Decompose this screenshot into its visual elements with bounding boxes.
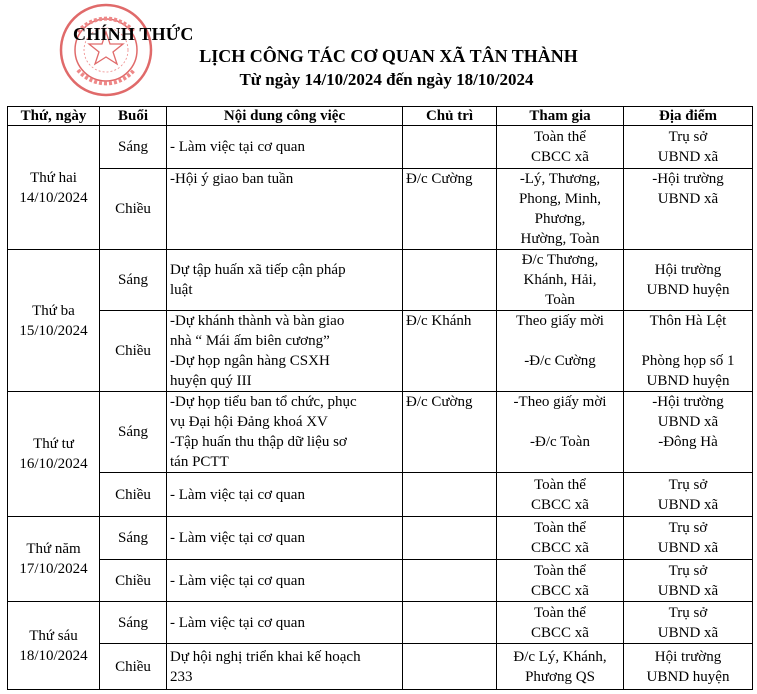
column-header: Thứ, ngày — [8, 107, 100, 126]
content-cell — [167, 517, 403, 560]
table-row — [8, 126, 753, 169]
cell-line: - Làm việc tại cơ quan — [170, 530, 305, 546]
cell-line: 233 — [170, 668, 193, 685]
location-cell — [624, 560, 753, 602]
cell-line: Toàn thể — [534, 604, 586, 621]
day-date: 15/10/2024 — [19, 322, 88, 339]
day-date: 18/10/2024 — [19, 647, 88, 664]
table-row — [8, 392, 753, 473]
location-cell — [624, 517, 753, 560]
chair-cell — [403, 250, 497, 311]
content-cell — [167, 644, 403, 690]
cell-line: Khánh, Hải, — [523, 272, 597, 288]
cell-line: - Làm việc tại cơ quan — [170, 572, 305, 589]
cell-line: - Làm việc tại cơ quan — [170, 486, 305, 503]
cell-line: -Tập huấn thu thập dữ liệu sơ — [170, 434, 347, 450]
participants-cell — [497, 169, 624, 250]
day-name: Thứ tư — [33, 436, 74, 452]
column-header: Tham gia — [497, 107, 624, 126]
content-cell — [167, 392, 403, 473]
cell-line — [500, 371, 620, 391]
cell-line: Phương, — [534, 211, 586, 227]
cell-line: Hường, Toàn — [520, 231, 600, 247]
session-cell: Sáng — [100, 392, 167, 473]
location-cell — [624, 644, 753, 690]
official-stamp-label: CHÍNH THỨC — [73, 24, 194, 44]
cell-line: CBCC xã — [531, 582, 589, 599]
cell-line: Trụ sở — [668, 476, 708, 493]
cell-line: Trụ sở — [668, 562, 708, 579]
content-cell — [167, 250, 403, 311]
participants-cell — [497, 250, 624, 311]
cell-line — [500, 331, 620, 351]
cell-line: UBND xã — [657, 582, 719, 599]
table-row — [8, 602, 753, 644]
table-row — [8, 517, 753, 560]
table-header-row — [8, 107, 753, 126]
day-cell — [8, 126, 100, 250]
schedule-table — [7, 106, 753, 690]
participants-cell — [497, 560, 624, 602]
cell-line: UBND xã — [657, 624, 719, 641]
content-cell — [167, 602, 403, 644]
cell-line: -Dự khánh thành và bàn giao — [170, 313, 345, 329]
participants-cell — [497, 602, 624, 644]
cell-line: Trụ sở — [668, 129, 708, 145]
cell-line — [627, 331, 749, 351]
cell-line: Phòng họp số 1 — [641, 353, 735, 369]
day-date: 17/10/2024 — [19, 561, 88, 577]
cell-line: Dự tập huấn xã tiếp cận pháp — [170, 262, 346, 278]
cell-line: Toàn — [545, 292, 575, 308]
cell-line: -Theo giấy mời — [513, 394, 607, 410]
day-cell — [8, 602, 100, 690]
session-cell: Chiều — [100, 560, 167, 602]
cell-line: CBCC xã — [531, 540, 589, 556]
column-header: Nội dung công việc — [167, 107, 403, 126]
cell-line: CBCC xã — [531, 624, 589, 641]
session-cell: Chiều — [100, 644, 167, 690]
cell-line: Hội trường — [654, 262, 722, 278]
cell-line: -Hội trường — [652, 171, 724, 187]
table-row — [8, 250, 753, 311]
column-header: Buổi — [100, 107, 167, 126]
location-cell — [624, 250, 753, 311]
location-cell — [624, 602, 753, 644]
location-cell — [624, 169, 753, 250]
cell-line: UBND huyện — [646, 373, 730, 389]
chair-cell: Đ/c Cường — [403, 392, 497, 473]
cell-line: - Làm việc tại cơ quan — [170, 139, 305, 155]
cell-line: Trụ sở — [668, 520, 708, 536]
location-cell — [624, 126, 753, 169]
table-row — [8, 311, 753, 392]
participants-cell — [497, 392, 624, 473]
session-cell: Sáng — [100, 126, 167, 169]
cell-line: Theo giấy mời — [516, 313, 604, 329]
cell-line: UBND xã — [657, 149, 719, 165]
day-date: 14/10/2024 — [19, 189, 88, 206]
chair-cell: Đ/c Khánh — [403, 311, 497, 392]
cell-line: CBCC xã — [531, 496, 589, 513]
chair-cell — [403, 644, 497, 690]
day-name: Thứ năm — [26, 541, 81, 557]
location-cell — [624, 473, 753, 517]
content-cell — [167, 560, 403, 602]
cell-line: nhà “ Mái ấm biên cương” — [170, 333, 330, 349]
table-row — [8, 473, 753, 517]
cell-line: -Đ/c Cường — [524, 353, 596, 369]
chair-cell — [403, 602, 497, 644]
table-row — [8, 169, 753, 250]
cell-line: UBND xã — [657, 414, 719, 430]
cell-line — [500, 412, 620, 432]
day-name: Thứ hai — [30, 169, 77, 186]
cell-line: CBCC xã — [531, 149, 589, 165]
cell-line: - Làm việc tại cơ quan — [170, 614, 305, 631]
chair-cell — [403, 126, 497, 169]
location-cell — [624, 311, 753, 392]
cell-line: UBND xã — [657, 540, 719, 556]
content-cell — [167, 473, 403, 517]
cell-line: Hội trường — [654, 648, 722, 665]
table-row — [8, 644, 753, 690]
cell-line: -Hội ý giao ban tuần — [170, 171, 294, 187]
day-cell — [8, 517, 100, 602]
chair-cell — [403, 560, 497, 602]
session-cell: Sáng — [100, 250, 167, 311]
cell-line: Toàn thể — [534, 129, 586, 145]
participants-cell — [497, 126, 624, 169]
cell-line: Toàn thể — [534, 476, 586, 493]
cell-line: -Hội trường — [652, 394, 724, 410]
cell-line: -Lý, Thương, — [519, 171, 601, 187]
cell-line: UBND huyện — [646, 282, 730, 298]
cell-line: luật — [170, 282, 193, 298]
session-cell: Chiều — [100, 169, 167, 250]
cell-line: -Dự họp tiểu ban tổ chức, phục — [170, 394, 357, 410]
session-cell: Chiều — [100, 311, 167, 392]
chair-cell — [403, 517, 497, 560]
cell-line: vụ Đại hội Đảng khoá XV — [170, 414, 328, 430]
cell-line: Toàn thể — [534, 520, 586, 536]
cell-line: huyện quý III — [170, 373, 252, 389]
session-cell: Sáng — [100, 517, 167, 560]
chair-cell — [403, 473, 497, 517]
column-header: Chủ trì — [403, 107, 497, 126]
content-cell — [167, 311, 403, 392]
cell-line: UBND xã — [657, 496, 719, 513]
content-cell — [167, 169, 403, 250]
column-header: Địa điểm — [624, 107, 753, 126]
cell-line: UBND huyện — [646, 668, 730, 685]
page-title: LỊCH CÔNG TÁC CƠ QUAN XÃ TÂN THÀNH — [199, 46, 578, 66]
cell-line: -Đ/c Toàn — [530, 434, 590, 450]
participants-cell — [497, 473, 624, 517]
session-cell: Sáng — [100, 602, 167, 644]
cell-line: Thôn Hà Lệt — [649, 313, 727, 329]
participants-cell — [497, 644, 624, 690]
session-cell: Chiều — [100, 473, 167, 517]
participants-cell — [497, 517, 624, 560]
day-cell — [8, 392, 100, 517]
date-range: Từ ngày 14/10/2024 đến ngày 18/10/2024 — [239, 70, 534, 89]
cell-line: Đ/c Thương, — [521, 252, 599, 268]
cell-line: -Dự họp ngân hàng CSXH — [170, 353, 330, 369]
cell-line: tán PCTT — [170, 454, 229, 470]
cell-line: UBND xã — [657, 191, 719, 207]
participants-cell — [497, 311, 624, 392]
cell-line: Đ/c Lý, Khánh, — [513, 648, 607, 665]
chair-cell: Đ/c Cường — [403, 169, 497, 250]
day-name: Thứ ba — [32, 302, 75, 319]
cell-line: Dự hội nghị triển khai kế hoạch — [170, 648, 361, 665]
cell-line: -Đông Hà — [658, 434, 718, 450]
day-name: Thứ sáu — [29, 627, 78, 644]
cell-line: Toàn thể — [534, 562, 586, 579]
content-cell — [167, 126, 403, 169]
cell-line: Phương QS — [525, 668, 595, 685]
table-row — [8, 560, 753, 602]
location-cell — [624, 392, 753, 473]
day-cell — [8, 250, 100, 392]
cell-line: Phong, Minh, — [518, 191, 602, 207]
cell-line: Trụ sở — [668, 604, 708, 621]
day-date: 16/10/2024 — [19, 456, 88, 472]
